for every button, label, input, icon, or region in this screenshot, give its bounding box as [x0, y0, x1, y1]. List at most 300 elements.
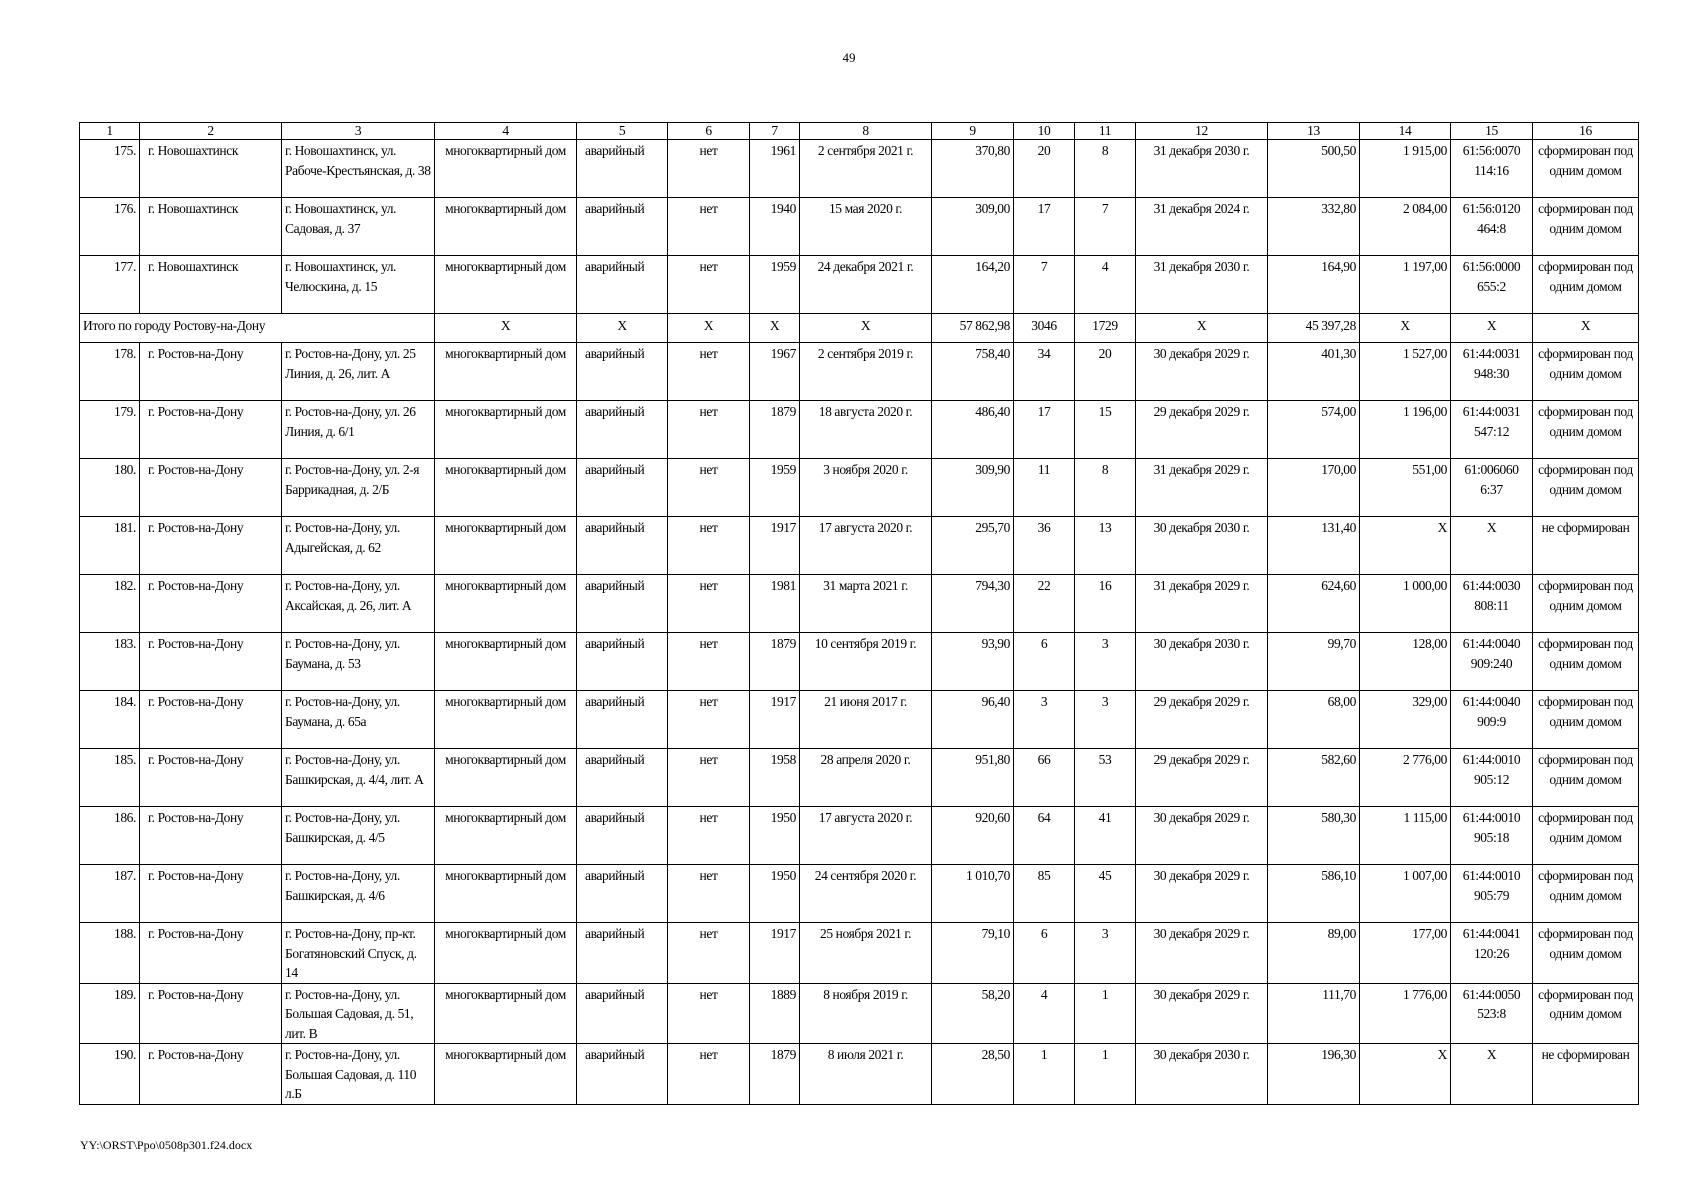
residents-count: 6	[1014, 923, 1075, 984]
build-year: 1950	[750, 807, 800, 865]
resettlement-deadline: 30 декабря 2029 г.	[1136, 343, 1268, 401]
build-year: 1917	[750, 691, 800, 749]
address: г. Ростов-на-Дону, ул. Адыгейская, д. 62	[282, 517, 435, 575]
total-c6: Х	[668, 314, 750, 343]
residents-count: 11	[1014, 459, 1075, 517]
address: г. Ростов-на-Дону, ул. Башкирская, д. 4/4, лит. А	[282, 749, 435, 807]
column-number-row	[80, 123, 1639, 140]
row-number: 177.	[80, 256, 140, 314]
area-value: 951,80	[932, 749, 1014, 807]
total-c16: Х	[1533, 314, 1639, 343]
column-number-6: 6	[668, 123, 750, 140]
apartments-count: 53	[1075, 749, 1136, 807]
area-value: 58,20	[932, 983, 1014, 1044]
resettlement-deadline: 31 декабря 2030 г.	[1136, 256, 1268, 314]
table-row	[80, 749, 1639, 807]
apartments-count: 3	[1075, 923, 1136, 984]
column-number-4: 4	[435, 123, 577, 140]
area-value: 96,40	[932, 691, 1014, 749]
apartments-count: 1	[1075, 983, 1136, 1044]
municipality: г. Ростов-на-Дону	[140, 401, 282, 459]
building-type: многоквартирный дом	[435, 633, 577, 691]
cadastral-number: Х	[1451, 517, 1533, 575]
flag-value: нет	[668, 749, 750, 807]
table-row	[80, 691, 1639, 749]
row-number: 181.	[80, 517, 140, 575]
address: г. Ростов-на-Дону, ул. 26 Линия, д. 6/1	[282, 401, 435, 459]
land-plot-status: сформирован под одним домом	[1533, 343, 1639, 401]
resettlement-deadline: 29 декабря 2029 г.	[1136, 401, 1268, 459]
column-number-3: 3	[282, 123, 435, 140]
build-year: 1981	[750, 575, 800, 633]
value-col-13: 574,00	[1268, 401, 1360, 459]
municipality: г. Ростов-на-Дону	[140, 749, 282, 807]
area-value: 93,90	[932, 633, 1014, 691]
recognition-date: 25 ноября 2021 г.	[800, 923, 932, 984]
cadastral-number: 61:44:0031 547:12	[1451, 401, 1533, 459]
total-c14: Х	[1360, 314, 1451, 343]
municipality: г. Новошахтинск	[140, 198, 282, 256]
recognition-date: 31 марта 2021 г.	[800, 575, 932, 633]
area-value: 370,80	[932, 140, 1014, 198]
row-number: 175.	[80, 140, 140, 198]
municipality: г. Ростов-на-Дону	[140, 517, 282, 575]
value-col-13: 582,60	[1268, 749, 1360, 807]
municipality: г. Новошахтинск	[140, 256, 282, 314]
building-type: многоквартирный дом	[435, 983, 577, 1044]
table-row	[80, 807, 1639, 865]
land-plot-status: сформирован под одним домом	[1533, 983, 1639, 1044]
cadastral-number: 61:44:0030 808:11	[1451, 575, 1533, 633]
value-col-13: 89,00	[1268, 923, 1360, 984]
value-col-13: 586,10	[1268, 865, 1360, 923]
land-area: 1 115,00	[1360, 807, 1451, 865]
cadastral-number: 61:44:0050 523:8	[1451, 983, 1533, 1044]
land-area: Х	[1360, 517, 1451, 575]
municipality: г. Ростов-на-Дону	[140, 983, 282, 1044]
table-row	[80, 140, 1639, 198]
building-status: аварийный	[577, 1044, 668, 1105]
land-area: 1 776,00	[1360, 983, 1451, 1044]
residents-count: 1	[1014, 1044, 1075, 1105]
residents-count: 22	[1014, 575, 1075, 633]
total-c7: Х	[750, 314, 800, 343]
apartments-count: 20	[1075, 343, 1136, 401]
apartments-count: 41	[1075, 807, 1136, 865]
build-year: 1967	[750, 343, 800, 401]
housing-register-table	[79, 122, 1639, 1105]
address: г. Ростов-на-Дону, ул. Большая Садовая, д. 110 л.Б	[282, 1044, 435, 1105]
land-area: 1 197,00	[1360, 256, 1451, 314]
total-c9: 57 862,98	[932, 314, 1014, 343]
building-type: многоквартирный дом	[435, 1044, 577, 1105]
land-area: Х	[1360, 1044, 1451, 1105]
resettlement-deadline: 29 декабря 2029 г.	[1136, 691, 1268, 749]
column-number-15: 15	[1451, 123, 1533, 140]
table-row	[80, 983, 1639, 1044]
building-status: аварийный	[577, 923, 668, 984]
table-body	[80, 123, 1639, 1105]
cadastral-number: 61:44:0041 120:26	[1451, 923, 1533, 984]
build-year: 1879	[750, 633, 800, 691]
value-col-13: 111,70	[1268, 983, 1360, 1044]
flag-value: нет	[668, 198, 750, 256]
cadastral-number: 61:56:0120 464:8	[1451, 198, 1533, 256]
flag-value: нет	[668, 140, 750, 198]
address: г. Ростов-на-Дону, ул. Башкирская, д. 4/6	[282, 865, 435, 923]
column-number-12: 12	[1136, 123, 1268, 140]
residents-count: 4	[1014, 983, 1075, 1044]
address: г. Новошахтинск, ул. Садовая, д. 37	[282, 198, 435, 256]
land-area: 128,00	[1360, 633, 1451, 691]
recognition-date: 17 августа 2020 г.	[800, 807, 932, 865]
apartments-count: 8	[1075, 459, 1136, 517]
value-col-13: 196,30	[1268, 1044, 1360, 1105]
area-value: 295,70	[932, 517, 1014, 575]
land-plot-status: сформирован под одним домом	[1533, 140, 1639, 198]
residents-count: 17	[1014, 198, 1075, 256]
building-status: аварийный	[577, 749, 668, 807]
land-area: 1 196,00	[1360, 401, 1451, 459]
total-c15: Х	[1451, 314, 1533, 343]
flag-value: нет	[668, 343, 750, 401]
column-number-10: 10	[1014, 123, 1075, 140]
land-area: 2 776,00	[1360, 749, 1451, 807]
building-type: многоквартирный дом	[435, 923, 577, 984]
build-year: 1958	[750, 749, 800, 807]
address: г. Ростов-на-Дону, ул. Большая Садовая, д. 51, лит. В	[282, 983, 435, 1044]
cadastral-number: 61:44:0040 909:9	[1451, 691, 1533, 749]
column-number-2: 2	[140, 123, 282, 140]
address: г. Ростов-на-Дону, ул. Башкирская, д. 4/5	[282, 807, 435, 865]
resettlement-deadline: 31 декабря 2029 г.	[1136, 459, 1268, 517]
cadastral-number: 61:44:0040 909:240	[1451, 633, 1533, 691]
residents-count: 3	[1014, 691, 1075, 749]
row-number: 176.	[80, 198, 140, 256]
area-value: 309,00	[932, 198, 1014, 256]
row-number: 187.	[80, 865, 140, 923]
land-plot-status: сформирован под одним домом	[1533, 749, 1639, 807]
municipality: г. Новошахтинск	[140, 140, 282, 198]
apartments-count: 16	[1075, 575, 1136, 633]
table-row	[80, 865, 1639, 923]
area-value: 1 010,70	[932, 865, 1014, 923]
municipality: г. Ростов-на-Дону	[140, 343, 282, 401]
land-area: 329,00	[1360, 691, 1451, 749]
building-status: аварийный	[577, 633, 668, 691]
building-type: многоквартирный дом	[435, 198, 577, 256]
cadastral-number: 61:44:0010 905:79	[1451, 865, 1533, 923]
area-value: 920,60	[932, 807, 1014, 865]
row-number: 186.	[80, 807, 140, 865]
column-number-16: 16	[1533, 123, 1639, 140]
land-plot-status: сформирован под одним домом	[1533, 575, 1639, 633]
land-plot-status: сформирован под одним домом	[1533, 401, 1639, 459]
building-type: многоквартирный дом	[435, 749, 577, 807]
apartments-count: 7	[1075, 198, 1136, 256]
land-plot-status: не сформирован	[1533, 1044, 1639, 1105]
address: г. Ростов-на-Дону, пр-кт. Богатяновский Спуск, д. 14	[282, 923, 435, 984]
resettlement-deadline: 30 декабря 2030 г.	[1136, 517, 1268, 575]
row-number: 190.	[80, 1044, 140, 1105]
flag-value: нет	[668, 256, 750, 314]
cadastral-number: Х	[1451, 1044, 1533, 1105]
apartments-count: 3	[1075, 691, 1136, 749]
recognition-date: 24 сентября 2020 г.	[800, 865, 932, 923]
row-number: 183.	[80, 633, 140, 691]
recognition-date: 24 декабря 2021 г.	[800, 256, 932, 314]
land-area: 551,00	[1360, 459, 1451, 517]
row-number: 178.	[80, 343, 140, 401]
area-value: 758,40	[932, 343, 1014, 401]
apartments-count: 45	[1075, 865, 1136, 923]
total-label: Итого по городу Ростову-на-Дону	[80, 314, 435, 343]
total-c13: 45 397,28	[1268, 314, 1360, 343]
table-row	[80, 517, 1639, 575]
recognition-date: 8 июля 2021 г.	[800, 1044, 932, 1105]
land-plot-status: сформирован под одним домом	[1533, 691, 1639, 749]
residents-count: 36	[1014, 517, 1075, 575]
column-number-11: 11	[1075, 123, 1136, 140]
resettlement-deadline: 31 декабря 2024 г.	[1136, 198, 1268, 256]
recognition-date: 28 апреля 2020 г.	[800, 749, 932, 807]
building-status: аварийный	[577, 401, 668, 459]
value-col-13: 131,40	[1268, 517, 1360, 575]
land-plot-status: сформирован под одним домом	[1533, 807, 1639, 865]
table-row	[80, 401, 1639, 459]
total-c11: 1729	[1075, 314, 1136, 343]
flag-value: нет	[668, 517, 750, 575]
build-year: 1940	[750, 198, 800, 256]
row-number: 189.	[80, 983, 140, 1044]
row-number: 179.	[80, 401, 140, 459]
build-year: 1950	[750, 865, 800, 923]
apartments-count: 1	[1075, 1044, 1136, 1105]
resettlement-deadline: 30 декабря 2029 г.	[1136, 865, 1268, 923]
row-number: 182.	[80, 575, 140, 633]
flag-value: нет	[668, 923, 750, 984]
apartments-count: 4	[1075, 256, 1136, 314]
land-plot-status: сформирован под одним домом	[1533, 256, 1639, 314]
resettlement-deadline: 29 декабря 2029 г.	[1136, 749, 1268, 807]
column-number-7: 7	[750, 123, 800, 140]
address: г. Новошахтинск, ул. Рабоче-Крестьянская, д. 38	[282, 140, 435, 198]
cadastral-number: 61:56:0070 114:16	[1451, 140, 1533, 198]
municipality: г. Ростов-на-Дону	[140, 575, 282, 633]
residents-count: 17	[1014, 401, 1075, 459]
resettlement-deadline: 31 декабря 2029 г.	[1136, 575, 1268, 633]
building-status: аварийный	[577, 256, 668, 314]
table-row	[80, 633, 1639, 691]
total-c10: 3046	[1014, 314, 1075, 343]
table-row	[80, 198, 1639, 256]
land-area: 1 000,00	[1360, 575, 1451, 633]
building-status: аварийный	[577, 983, 668, 1044]
flag-value: нет	[668, 459, 750, 517]
building-type: многоквартирный дом	[435, 691, 577, 749]
row-number: 185.	[80, 749, 140, 807]
flag-value: нет	[668, 633, 750, 691]
building-type: многоквартирный дом	[435, 401, 577, 459]
flag-value: нет	[668, 865, 750, 923]
column-number-13: 13	[1268, 123, 1360, 140]
recognition-date: 18 августа 2020 г.	[800, 401, 932, 459]
land-plot-status: сформирован под одним домом	[1533, 633, 1639, 691]
total-c4: Х	[435, 314, 577, 343]
residents-count: 66	[1014, 749, 1075, 807]
flag-value: нет	[668, 691, 750, 749]
area-value: 164,20	[932, 256, 1014, 314]
municipality: г. Ростов-на-Дону	[140, 459, 282, 517]
land-area: 1 007,00	[1360, 865, 1451, 923]
apartments-count: 13	[1075, 517, 1136, 575]
flag-value: нет	[668, 983, 750, 1044]
value-col-13: 624,60	[1268, 575, 1360, 633]
recognition-date: 2 сентября 2019 г.	[800, 343, 932, 401]
residents-count: 34	[1014, 343, 1075, 401]
building-type: многоквартирный дом	[435, 256, 577, 314]
flag-value: нет	[668, 807, 750, 865]
total-row	[80, 314, 1639, 343]
cadastral-number: 61:006060 6:37	[1451, 459, 1533, 517]
building-status: аварийный	[577, 140, 668, 198]
row-number: 180.	[80, 459, 140, 517]
building-type: многоквартирный дом	[435, 140, 577, 198]
area-value: 486,40	[932, 401, 1014, 459]
table-row	[80, 575, 1639, 633]
recognition-date: 2 сентября 2021 г.	[800, 140, 932, 198]
recognition-date: 10 сентября 2019 г.	[800, 633, 932, 691]
recognition-date: 21 июня 2017 г.	[800, 691, 932, 749]
address: г. Новошахтинск, ул. Челюскина, д. 15	[282, 256, 435, 314]
table-row	[80, 923, 1639, 984]
land-plot-status: сформирован под одним домом	[1533, 198, 1639, 256]
address: г. Ростов-на-Дону, ул. 2-я Баррикадная, д. 2/Б	[282, 459, 435, 517]
resettlement-deadline: 31 декабря 2030 г.	[1136, 140, 1268, 198]
flag-value: нет	[668, 575, 750, 633]
residents-count: 20	[1014, 140, 1075, 198]
building-status: аварийный	[577, 865, 668, 923]
area-value: 794,30	[932, 575, 1014, 633]
municipality: г. Ростов-на-Дону	[140, 865, 282, 923]
apartments-count: 3	[1075, 633, 1136, 691]
resettlement-deadline: 30 декабря 2029 г.	[1136, 923, 1268, 984]
resettlement-deadline: 30 декабря 2029 г.	[1136, 983, 1268, 1044]
land-plot-status: не сформирован	[1533, 517, 1639, 575]
address: г. Ростов-на-Дону, ул. Аксайская, д. 26, лит. А	[282, 575, 435, 633]
area-value: 79,10	[932, 923, 1014, 984]
value-col-13: 401,30	[1268, 343, 1360, 401]
address: г. Ростов-на-Дону, ул. Баумана, д. 65а	[282, 691, 435, 749]
building-type: многоквартирный дом	[435, 459, 577, 517]
row-number: 188.	[80, 923, 140, 984]
address: г. Ростов-на-Дону, ул. Баумана, д. 53	[282, 633, 435, 691]
building-status: аварийный	[577, 343, 668, 401]
row-number: 184.	[80, 691, 140, 749]
building-type: многоквартирный дом	[435, 865, 577, 923]
page-number: 49	[842, 50, 856, 65]
land-area: 1 915,00	[1360, 140, 1451, 198]
residents-count: 64	[1014, 807, 1075, 865]
value-col-13: 580,30	[1268, 807, 1360, 865]
municipality: г. Ростов-на-Дону	[140, 691, 282, 749]
resettlement-deadline: 30 декабря 2029 г.	[1136, 807, 1268, 865]
document-path: YY:\ORST\Ppo\0508p301.f24.docx	[80, 1138, 253, 1152]
column-number-9: 9	[932, 123, 1014, 140]
land-plot-status: сформирован под одним домом	[1533, 865, 1639, 923]
build-year: 1961	[750, 140, 800, 198]
recognition-date: 17 августа 2020 г.	[800, 517, 932, 575]
building-status: аварийный	[577, 807, 668, 865]
column-number-8: 8	[800, 123, 932, 140]
cadastral-number: 61:44:0031 948:30	[1451, 343, 1533, 401]
build-year: 1889	[750, 983, 800, 1044]
value-col-13: 500,50	[1268, 140, 1360, 198]
recognition-date: 8 ноября 2019 г.	[800, 983, 932, 1044]
build-year: 1917	[750, 517, 800, 575]
table-row	[80, 1044, 1639, 1105]
value-col-13: 164,90	[1268, 256, 1360, 314]
build-year: 1959	[750, 459, 800, 517]
building-status: аварийный	[577, 198, 668, 256]
land-plot-status: сформирован под одним домом	[1533, 459, 1639, 517]
flag-value: нет	[668, 1044, 750, 1105]
building-type: многоквартирный дом	[435, 343, 577, 401]
area-value: 309,90	[932, 459, 1014, 517]
value-col-13: 332,80	[1268, 198, 1360, 256]
total-c12: Х	[1136, 314, 1268, 343]
apartments-count: 8	[1075, 140, 1136, 198]
land-area: 1 527,00	[1360, 343, 1451, 401]
build-year: 1917	[750, 923, 800, 984]
residents-count: 7	[1014, 256, 1075, 314]
building-status: аварийный	[577, 691, 668, 749]
building-status: аварийный	[577, 517, 668, 575]
column-number-1: 1	[80, 123, 140, 140]
building-type: многоквартирный дом	[435, 517, 577, 575]
table-row	[80, 256, 1639, 314]
cadastral-number: 61:44:0010 905:12	[1451, 749, 1533, 807]
recognition-date: 15 мая 2020 г.	[800, 198, 932, 256]
building-status: аварийный	[577, 575, 668, 633]
land-area: 2 084,00	[1360, 198, 1451, 256]
residents-count: 85	[1014, 865, 1075, 923]
recognition-date: 3 ноября 2020 г.	[800, 459, 932, 517]
land-area: 177,00	[1360, 923, 1451, 984]
building-type: многоквартирный дом	[435, 575, 577, 633]
municipality: г. Ростов-на-Дону	[140, 633, 282, 691]
table-row	[80, 459, 1639, 517]
address: г. Ростов-на-Дону, ул. 25 Линия, д. 26, лит. А	[282, 343, 435, 401]
value-col-13: 99,70	[1268, 633, 1360, 691]
total-c5: Х	[577, 314, 668, 343]
residents-count: 6	[1014, 633, 1075, 691]
value-col-13: 170,00	[1268, 459, 1360, 517]
apartments-count: 15	[1075, 401, 1136, 459]
flag-value: нет	[668, 401, 750, 459]
build-year: 1879	[750, 1044, 800, 1105]
value-col-13: 68,00	[1268, 691, 1360, 749]
municipality: г. Ростов-на-Дону	[140, 923, 282, 984]
cadastral-number: 61:44:0010 905:18	[1451, 807, 1533, 865]
total-c8: Х	[800, 314, 932, 343]
building-status: аварийный	[577, 459, 668, 517]
build-year: 1879	[750, 401, 800, 459]
table-row	[80, 343, 1639, 401]
build-year: 1959	[750, 256, 800, 314]
column-number-5: 5	[577, 123, 668, 140]
area-value: 28,50	[932, 1044, 1014, 1105]
